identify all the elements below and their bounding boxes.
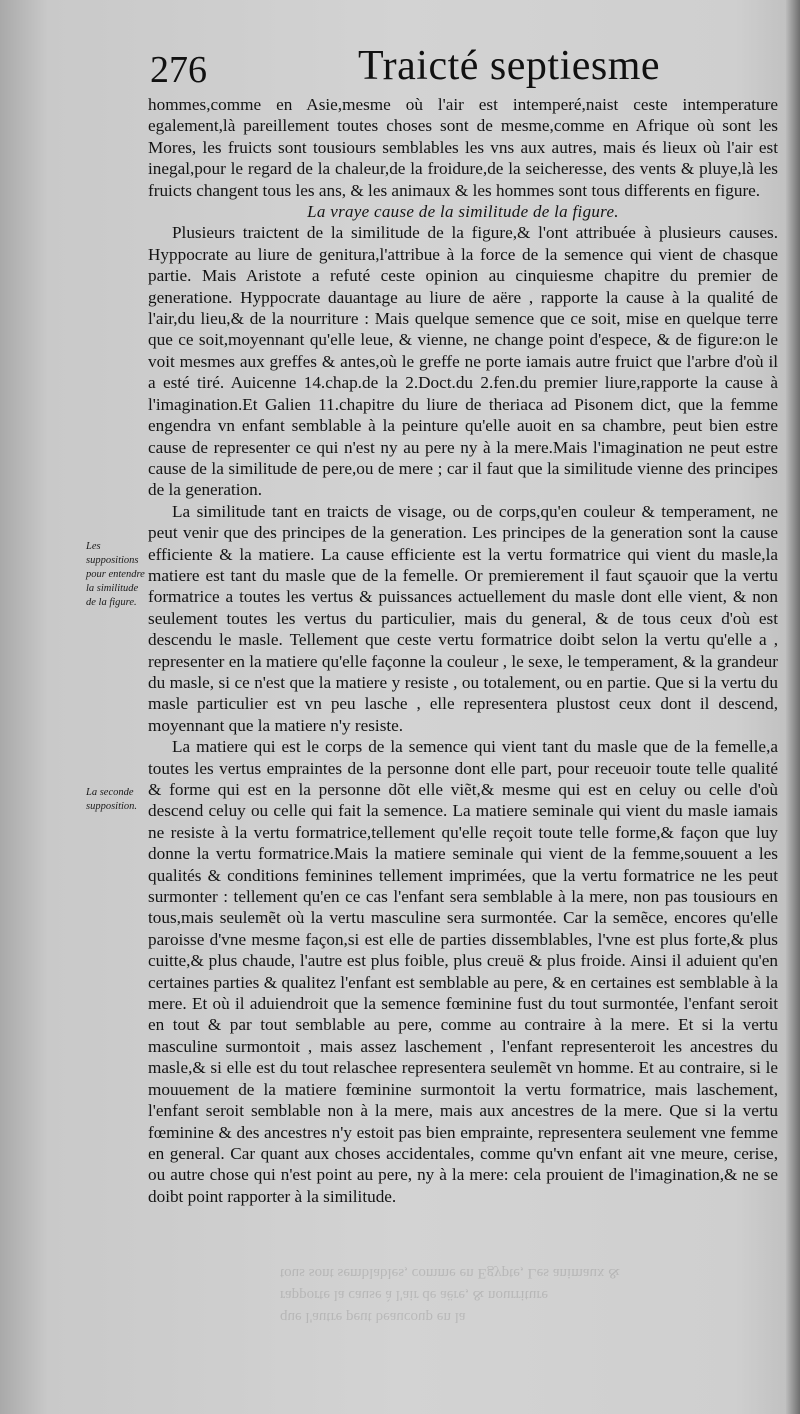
main-text [148, 94, 778, 1207]
page-gutter-shadow [786, 0, 800, 1414]
paragraph-second-supposition: La matiere qui est le corps de la semence qui vient tant du masle que de la femelle,a toutes les vertus empraintes de la personne dont elle part, pour receuoir toute telle qualité & forme qui est en la personne dõt elle viẽt,& mesme qui est en celuy ou celle d'où descend celuy ou celle qui fait la semence. La matiere seminale qui vient du masle iamais ne resiste à la vertu formatrice,tellement qu'elle reçoit toute telle forme,& façon que luy donne la vertu formatrice.Mais la matiere seminale qui vient de la femme,souuent a les qualités & conditions feminines tellement imprimées, que la vertu formatrice ne les peut surmonter : tellement qu'en ce cas l'enfant sera semblable à la mere, non pas tousiours en tous,mais seulemẽt où la vertu masculine sera surmontée. Car la semẽce, encores qu'elle paroisse d'vne mesme façon,si est elle de parties dissemblables, l'vne est plus forte,& plus cuitte,& plus chaude, l'autre est plus foible, plus creuë & plus froide. Ainsi il aduient qu'en certaines parties & qualitez l'enfant est semblable au pere, & en certaines est semblable à la mere. Et où il aduiendroit que la semence fœminine fust du tout surmontée, l'enfant seroit en tout & par tout semblable au pere, comme au contraire à la mere. Et si la vertu masculine surmontoit , mais assez laschement , l'enfant representeroit les ancestres du masle,& si elle est du tout relaschee representera seulemẽt vn homme. Et au contraire, si le mouuement de la matiere fœminine surmontoit la vertu formatrice, mais laschement, l'enfant seroit semblable non à la mere, mais aux ancestres de la mere. Que si la vertu fœminine & des ancestres n'y estoit pas bien emprainte, representera seulement vne femme en general. Car quant aux choses accidentales, comme qu'vn enfant ait vne meure, cerise, ou autre chose qui n'est point au pere, ny à la mere: cela prouient de l'imagination,& ne se doibt point rapporter à la similitude. [148, 737, 778, 1206]
paragraph-first-supposition: La similitude tant en traicts de visage, ou de corps,qu'en couleur & temperament, ne peut venir que des principes de la generation. Les principes de la generation sont la cause efficiente & la matiere. La cause efficiente est la vertu formatrice qui vient du masle,la matiere est tant du masle que de la femelle. Or premierement il faut sçauoir que la vertu formatrice a toutes les vertus & puissances actuellement du masle dont elle vient, & non seulement toutes les vertus du particulier, mais du general, & de tous ceux d'où est descendu le masle. Tellement que ceste vertu formatrice doibt selon la vertu qu'elle a , representer en la matiere qu'elle façonne la couleur , le sexe, le temperament, & la grandeur du masle, si ce n'est que la matiere y resiste , ou totalement, ou en partie. Que si la vertu du masle particulier est vn peu lasche , elle representera plustost ceux dont il descend, moyennant que la matiere n'y resiste. [148, 501, 778, 735]
page-number: 276 [150, 49, 207, 91]
marginal-note-second-supposition: La seconde supposition. [86, 787, 138, 812]
bleed-through-text [280, 1262, 780, 1328]
bleed-line: rapporte la cause à l'air de aëre, & nourriture [280, 1287, 548, 1303]
bleed-line: que l'autre peut beaucoup en la [280, 1309, 466, 1325]
bleed-line: tous sont semblables, comme en Egypte, Les animaux & [280, 1265, 620, 1281]
running-title: Traicté septiesme [358, 43, 661, 89]
paragraph-causes: Plusieurs traictent de la similitude de la figure,& l'ont attribuée à plusieurs causes. Hyppocrate au liure de genitura,l'attribue à la force de la semence qui vient de chasque partie. Mais Aristote a refuté ceste opinion au cinquiesme chapitre du premier de generatione. Hyppocrate dauantage au liure de aëre , rapporte la cause à la qualité de l'air,du lieu,& de la nourriture : Mais quelque semence que ce soit, mise en quelque terre que ce soit,moyennant qu'elle leue, & vienne, ne change point d'espece, & de figure:on le voit mesmes aux greffes & antes,où le greffe ne porte iamais autre fruict que l'arbre d'où il a esté tiré. Auicenne 14.chap.de la 2.Doct.du 2.fen.du premier liure,rapporte la cause à l'imagination.Et Galien 11.chapitre du liure de theriaca ad Pisonem dict, que la femme engendra vn enfant semblable à la peinture qu'elle auoit en sa chambre, peut bien estre cause de representer ce qui n'est ny au pere ny à la mere.Mais l'imagination ne peut estre cause de la similitude de pere,ou de mere ; car il faut que la similitude vienne des principes de la generation. [148, 223, 778, 500]
paragraph-continued: hommes,comme en Asie,mesme où l'air est intemperé,naist ceste intemperature egalement,là pareillement toutes choses sont de mesme,comme en Afrique où sont les Mores, les fruicts sont tousiours semblables les vns aux autres, mais és lieux où l'air est inegal,pour le regard de la chaleur,de la froidure,de la seicheresse, des vents & pluye,là les fruicts changent tous les ans, & les animaux & les hommes sont tous differents en figure. [148, 95, 778, 200]
page-header [0, 42, 800, 92]
section-title: La vraye cause de la similitude de la figure. [307, 202, 619, 222]
marginal-note-suppositions: Les suppositions pour entendre la similitude de la figure. [86, 541, 145, 608]
